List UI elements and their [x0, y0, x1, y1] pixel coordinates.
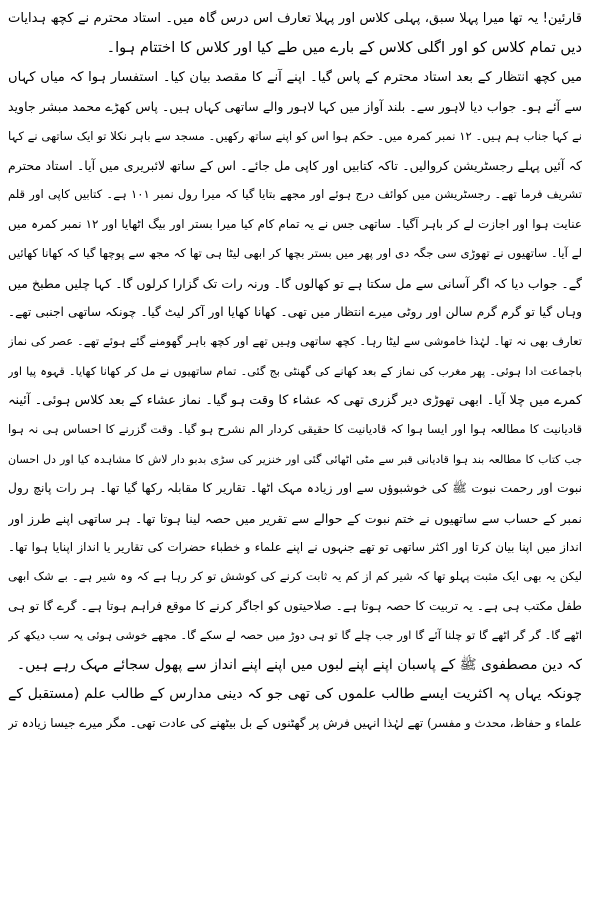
- text-line-17: نبوت اور رحمت نبوت ﷺ کی خوشبوؤں سے اور زیادہ مہک اٹھا۔ تقاریر کا مقابلہ رکھا گیا تھا۔ ہر رات پانچ رول: [8, 481, 582, 496]
- text-line-6: کہ آئیں پہلے رجسٹریشن کروالیں۔ تاکہ کتابیں اور کاپی مل جائے۔ اس کے ساتھ لائبریری میں آیا۔ استاد محترم: [8, 157, 582, 173]
- text-line-20: لیکن یہ بھی ایک مثبت پہلو تھا کہ شیر کم از کم یہ ثابت کرنے کی کوشش تو کر رہا ہے کہ وہ شیر ہے۔ بے شک ابھی: [8, 569, 582, 584]
- text-line-1: قارئین! یہ تھا میرا پہلا سبق، پہلی کلاس اور پہلا تعارف اس درس گاہ میں۔ استاد محترم نے کچھ ہدایات: [8, 11, 582, 26]
- text-line-23: کہ دین مصطفوی ﷺ کے پاسبان اپنے اپنے لبوں میں اپنے اپنے انداز سے پھول سجائے مہک رہے ہیں۔: [16, 656, 582, 673]
- text-line-25: علماء و حفاظ، محدث و مفسر) تھے لہٰذا انہیں فرش پر گھٹنوں کے بل بیٹھنے کی عادت تھی۔ مگر میرے جیسا زیادہ تر: [8, 716, 582, 731]
- text-line-5: نے کہا جناب ہم ہیں۔ ۱۲ نمبر کمرہ میں۔ حکم ہوا اس کو اپنے ساتھ رکھیں۔ مسجد سے باہر نکلا تو ایک ساتھی نے کہا: [8, 128, 582, 143]
- text-line-11: وہاں گیا تو گرم گرم سالن اور روٹی میرے انتظار میں تھی۔ کھانا کھایا اور آکر لیٹ گیا۔ چونکہ ساتھی اجنبی تھے۔: [8, 304, 582, 319]
- text-line-16: جب کتاب کا مطالعہ بند ہوا قادیانی قبر سے مٹی اٹھائی گئی اور خنزیر کی سڑی بدبو دار لاش کا مشاہدہ کیا اور دل احسان: [8, 452, 582, 466]
- text-line-8: عنایت ہوا اور اجازت لے کر باہر آگیا۔ ساتھی جس نے یہ تمام کام کیا میرا بستر اور بیگ اٹھایا اور ۱۲ نمبر کمرہ میں: [8, 216, 582, 231]
- text-line-22: اٹھے گا۔ گر گر اٹھے گا تو چلنا آئے گا اور جب چلے گا تو ہی دوڑ میں حصہ لے سکے گا۔ مجھے خوشی ہوئی یہ سب دیکھ کر: [8, 629, 582, 643]
- text-line-3: میں کچھ انتظار کے بعد استاد محترم کے پاس گیا۔ اپنے آنے کا مقصد بیان کیا۔ استفسار ہوا کہ میاں کہاں: [8, 69, 582, 85]
- text-line-12: تعارف بھی نہ تھا۔ لہٰذا خاموشی سے لیٹا رہا۔ کچھ ساتھی وہیں تھے اور کچھ باہر گھومنے گئے ہوئے تھے۔ عصر کی نماز: [8, 334, 582, 349]
- text-line-7: تشریف فرما تھے۔ رجسٹریشن میں کوائف درج ہوئے اور مجھے بتایا گیا کہ میرا رول نمبر ۱۰۱ ہے۔ کتابیں کاپی اور قلم: [8, 187, 582, 202]
- text-line-13: باجماعت ادا ہوئی۔ پھر مغرب کی نماز کے بعد کھانے کی گھنٹی بج گئی۔ تمام ساتھیوں نے مل کر کھانا کھایا۔ قہوہ پیا اور: [8, 364, 582, 378]
- text-line-4: سے آئے ہو۔ جواب دیا لاہور سے۔ بلند آواز میں کہا لاہور والے ساتھی کہاں ہیں۔ پاس کھڑے محمد مبشر جاوید: [8, 99, 582, 115]
- text-line-21: طفل مکتب ہی ہے۔ یہ تربیت کا حصہ ہوتا ہے۔ صلاحیتوں کو اجاگر کرنے کا موقع فراہم ہوتا ہے۔ گرے گا تو ہی: [8, 598, 582, 613]
- text-line-19: انداز میں اپنا بیان کرتا اور اکثر ساتھی تو تھے جنہوں نے اپنے علماء و خطباء حضرات کی تقاریر یا انداز اپنایا ہوا تھا۔: [8, 540, 582, 555]
- text-line-2: دیں تمام کلاس کو اور اگلی کلاس کے بارے میں طے کیا اور کلاس کا اختتام ہوا۔: [106, 39, 582, 57]
- text-line-24: چونکہ یہاں پہ اکثریت ایسے طالب علموں کی تھی جو کہ دینی مدارس کے طالب علم (مستقبل کے: [8, 685, 582, 702]
- article-body: [8, 4, 582, 739]
- text-line-10: گے۔ جواب دیا کہ اگر آسانی سے مل سکتا ہے تو کھالوں گا۔ ورنہ رات تک گزارا کرلوں گا۔ کہا چلیں مطبخ میں: [8, 275, 582, 291]
- text-line-15: قادیانیت کا مطالعہ ہوا اور ایسا ہوا کہ قادیانیت کا حقیقی کردار الم نشرح ہو گیا۔ وقت گزرنے کا احساس ہی نہ ہوا: [8, 422, 582, 437]
- text-line-18: نمبر کے حساب سے ساتھیوں نے ختم نبوت کے حوالے سے تقریر میں حصہ لینا ہوتا تھا۔ ہر ساتھی اپنے طرز اور: [8, 510, 582, 526]
- text-line-14: کمرے میں چلا آیا۔ ابھی تھوڑی دیر گزری تھی کہ عشاء کا وقت ہو گیا۔ نماز عشاء کے بعد کلاس ہوئی۔ آئینہ: [8, 393, 582, 409]
- text-line-9: لے آیا۔ ساتھیوں نے تھوڑی سی جگہ دی اور پھر میں بستر بچھا کر ابھی لیٹا ہی تھا کہ مجھ سے پوچھا گیا کہ کھانا کھائیں: [8, 246, 582, 261]
